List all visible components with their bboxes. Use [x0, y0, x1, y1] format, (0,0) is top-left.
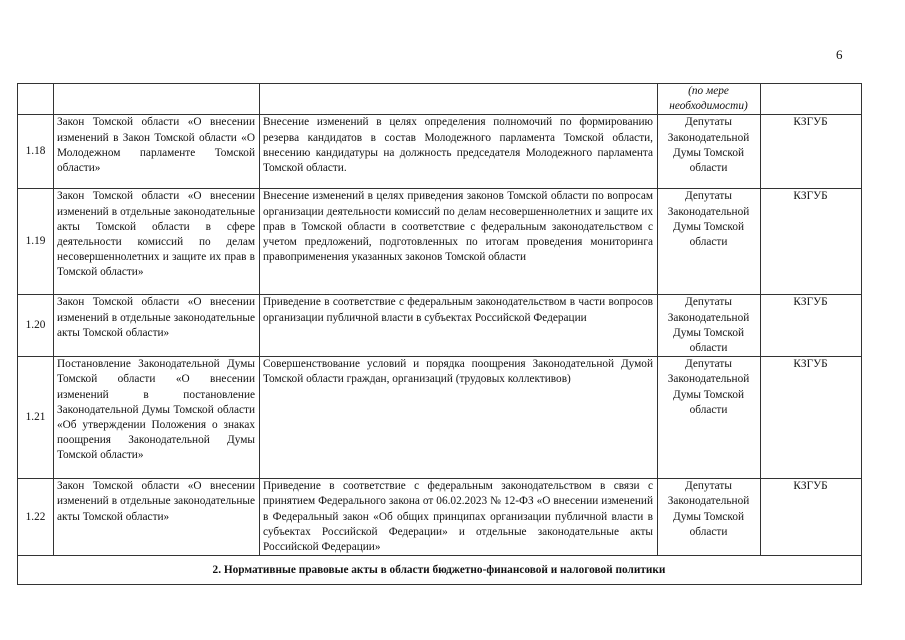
row-number: 1.22	[18, 479, 54, 556]
table-cell	[18, 84, 54, 115]
table-cell	[761, 84, 862, 115]
responsible-text: Депутаты Законодательной Думы Томской области	[658, 189, 761, 295]
committee-text: КЗГУБ	[761, 189, 862, 295]
purpose-text: Внесение изменений в целях определения полномочий по формированию резерва кандидатов в состав Молодежного парламента Томской области, внесению кандидатуры на должность председателя Молодежного парламента Томской области.	[260, 115, 658, 189]
purpose-text: Приведение в соответствие с федеральным законодательством в связи с принятием Федерального закона от 06.02.2023 № 12-ФЗ «О внесении изменений в Федеральный закон «Об общих принципах организации публичной власти в субъектах Российской Федерации» и отдельные законодательные акты Российской Федерации»	[260, 479, 658, 556]
row-number: 1.19	[18, 189, 54, 295]
table-row	[18, 115, 862, 189]
responsible-text: Депутаты Законодательной Думы Томской области	[658, 115, 761, 189]
law-title: Закон Томской области «О внесении изменений в отдельные законодательные акты Томской области»	[54, 479, 260, 556]
carry-over-row	[18, 84, 862, 115]
law-title: Закон Томской области «О внесении изменений в отдельные законодательные акты Томской области»	[54, 295, 260, 357]
purpose-text: Совершенствование условий и порядка поощрения Законодательной Думой Томской области граждан, организаций (трудовых коллективов)	[260, 357, 658, 479]
responsible-cell	[658, 84, 761, 115]
table-row	[18, 479, 862, 556]
table-row	[18, 295, 862, 357]
section-heading-row	[18, 556, 862, 585]
law-title: Закон Томской области «О внесении изменений в Закон Томской области «О Молодежном парламенте Томской области»	[54, 115, 260, 189]
committee-text: КЗГУБ	[761, 115, 862, 189]
row-number: 1.20	[18, 295, 54, 357]
responsible-text: Депутаты Законодательной Думы Томской области	[658, 295, 761, 357]
committee-text: КЗГУБ	[761, 295, 862, 357]
table-cell	[260, 84, 658, 115]
page-number: 6	[836, 47, 843, 62]
row-number: 1.21	[18, 357, 54, 479]
responsible-text: Депутаты Законодательной Думы Томской области	[658, 357, 761, 479]
table-row	[18, 357, 862, 479]
responsible-note: (по мере необходимости)	[669, 85, 748, 113]
law-title: Постановление Законодательной Думы Томской области «О внесении изменений в постановление Законодательной Думы Томской области «Об утверждении Положения о знаках поощрения Законодательной Думы Томской области»	[54, 357, 260, 479]
purpose-text: Внесение изменений в целях приведения законов Томской области по вопросам организации деятельности комиссий по делам несовершеннолетних и защите их прав в Томской области в соответствие с федеральным законодательством с учетом предложений, подготовленных по итогам проведения мониторинга правоприменения указанных законов Томской области	[260, 189, 658, 295]
committee-text: КЗГУБ	[761, 479, 862, 556]
row-number: 1.18	[18, 115, 54, 189]
purpose-text: Приведение в соответствие с федеральным законодательством в части вопросов организации публичной власти в субъектах Российской Федерации	[260, 295, 658, 357]
law-title: Закон Томской области «О внесении изменений в отдельные законодательные акты Томской области в сфере деятельности комиссий по делам несовершеннолетних и защите их прав в Томской области»	[54, 189, 260, 295]
table-cell	[54, 84, 260, 115]
legislative-plan-table	[17, 83, 862, 585]
section-heading: 2. Нормативные правовые акты в области бюджетно-финансовой и налоговой политики	[18, 556, 862, 585]
committee-text: КЗГУБ	[761, 357, 862, 479]
table-row	[18, 189, 862, 295]
responsible-text: Депутаты Законодательной Думы Томской области	[658, 479, 761, 556]
